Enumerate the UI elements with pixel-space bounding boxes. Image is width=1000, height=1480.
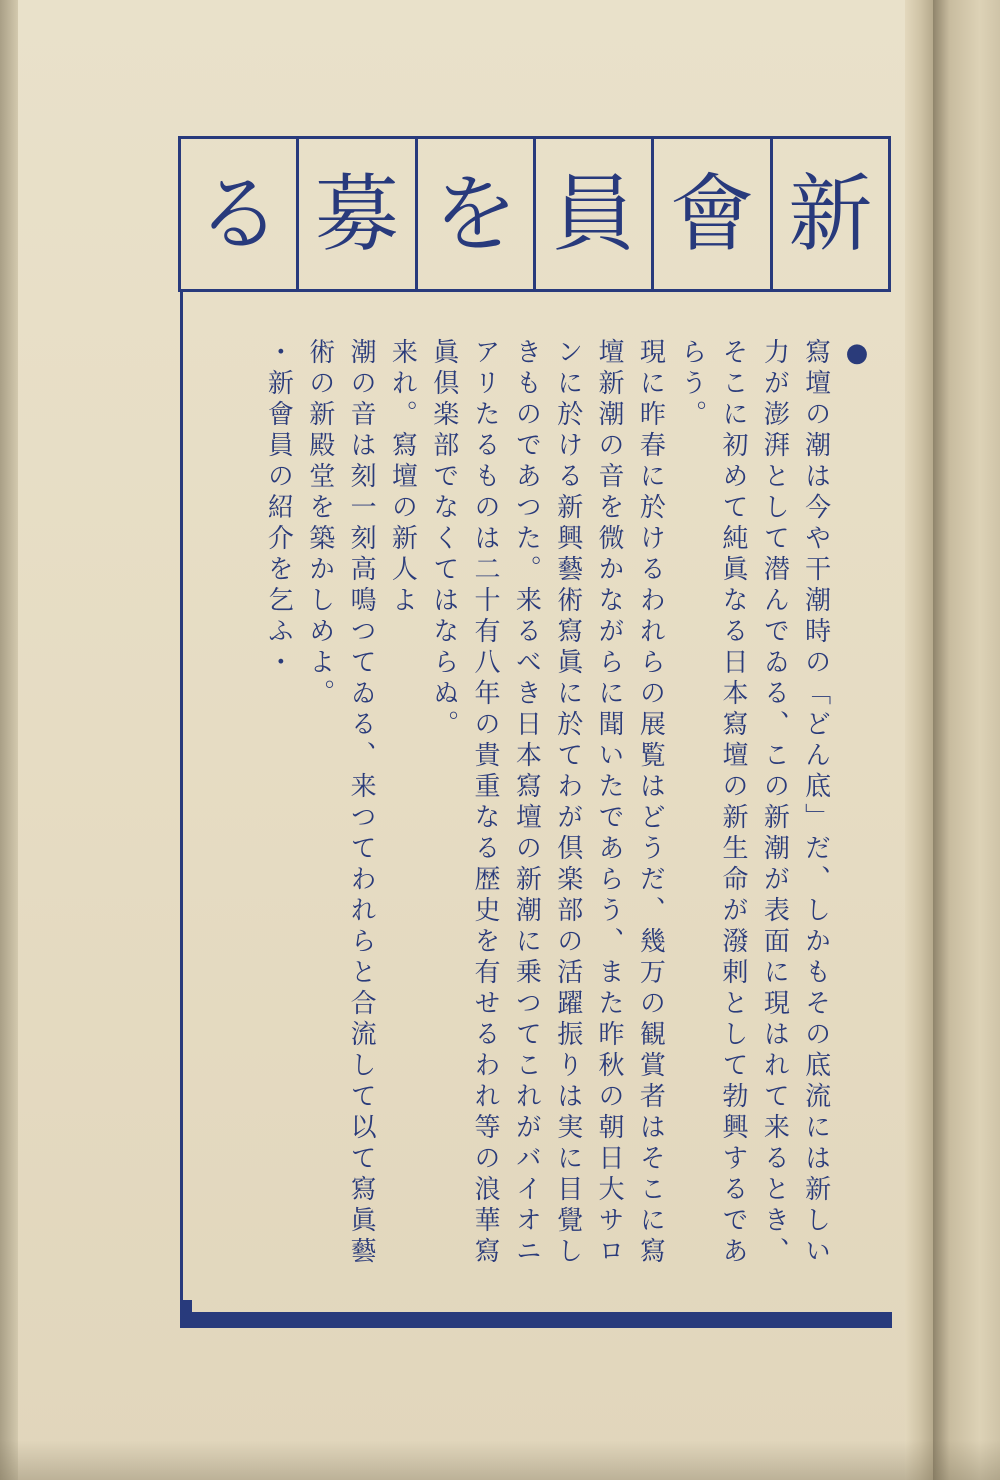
title-char: 新 xyxy=(770,139,888,289)
page-left-edge-shadow xyxy=(0,0,18,1480)
page-bottom-edge-shadow xyxy=(0,1440,1000,1480)
adjacent-page-edge xyxy=(933,0,1000,1480)
text-column: 術の新殿堂を築かしめよ。 xyxy=(304,338,335,710)
bullet-mark: ● xyxy=(842,338,872,373)
title-banner xyxy=(178,136,891,292)
title-char: を xyxy=(415,139,533,289)
body-text xyxy=(250,338,870,1298)
text-column: 潮の音は刻一刻高鳴つてゐる、来つてわれらと合流して以て寫眞藝 xyxy=(346,338,377,1268)
text-column: 力が澎湃として潜んでゐる、この新潮が表面に現はれて来るとき、 xyxy=(759,338,790,1268)
text-column: 眞倶楽部でなくてはならぬ。 xyxy=(428,338,459,741)
text-column: きものであつた。来るべき日本寫壇の新潮に乗つてこれがバイオニ xyxy=(511,338,542,1268)
text-column: 寫壇の潮は今や干潮時の「どん底」だ、しかもその底流には新しい xyxy=(800,338,831,1268)
title-char: 募 xyxy=(296,139,414,289)
binding-fold xyxy=(905,0,933,1480)
text-column: 現に昨春に於けるわれらの展覧はどうだ、幾万の観賞者はそこに寫 xyxy=(635,338,666,1268)
closing-note: ・新會員の紹介を乞ふ・ xyxy=(263,338,294,679)
text-column: ンに於ける新興藝術寫眞に於てわが倶楽部の活躍振りは実に目覺し xyxy=(552,338,583,1268)
frame-bottom-rule xyxy=(182,1312,892,1328)
title-char: る xyxy=(196,165,281,263)
text-column: アリたるものは二十有八年の貴重なる歴史を有せるわれ等の浪華寫 xyxy=(470,338,501,1268)
text-column: 来れ。寫壇の新人よ xyxy=(387,338,418,617)
text-column: そこに初めて純眞なる日本寫壇の新生命が潑剌として勃興するであ xyxy=(718,338,749,1268)
title-char: 員 xyxy=(533,139,651,289)
text-column: 壇新潮の音を微かながらに聞いたであらう、また昨秋の朝日大サロ xyxy=(594,338,625,1268)
title-char: 會 xyxy=(651,139,769,289)
frame-left-rule xyxy=(180,290,183,1325)
text-column: らう。 xyxy=(676,338,707,431)
